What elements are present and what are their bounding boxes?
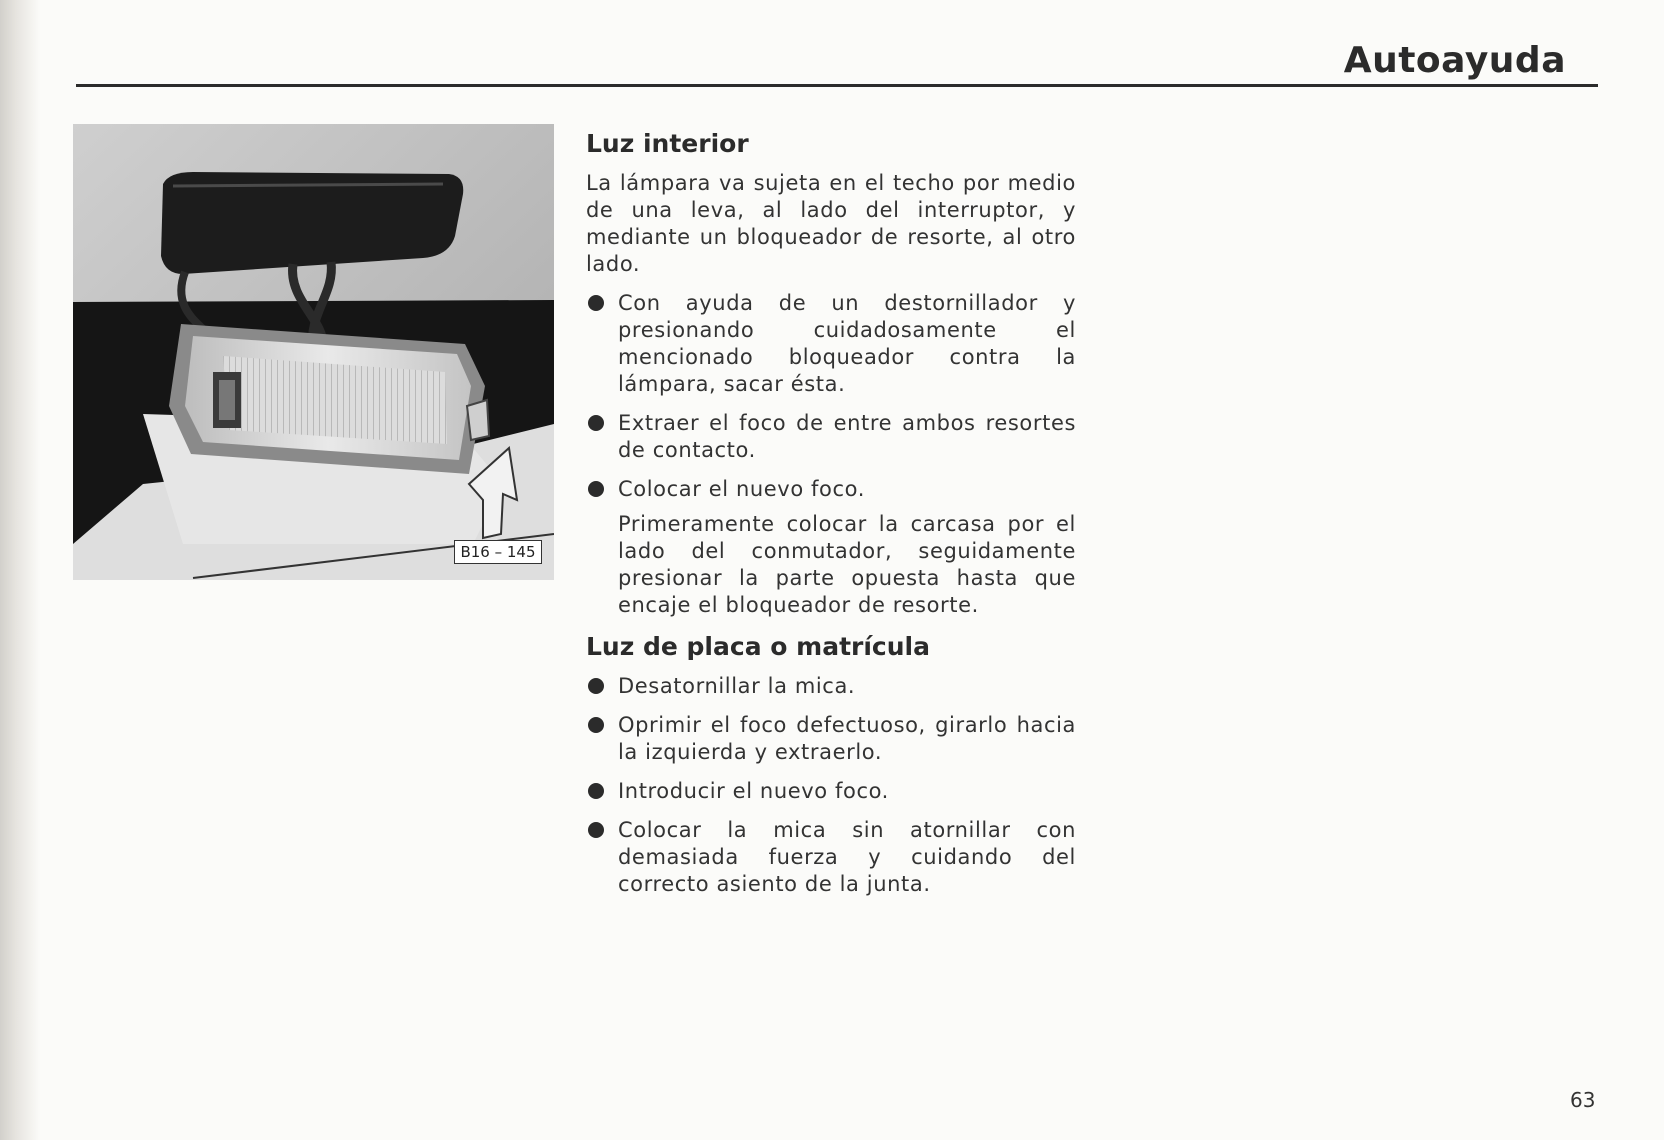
bullet-dot-icon — [588, 678, 604, 694]
list-item — [586, 410, 1076, 464]
list-item — [586, 673, 1076, 700]
list-item-text: Con ayuda de un destornillador y presionando cuidadosamente el mencionado bloqueador contra la lámpara, sacar ésta. — [618, 291, 1076, 396]
list-item — [586, 476, 1076, 503]
list-item — [586, 778, 1076, 805]
header-rule — [76, 84, 1598, 87]
list-item-text: Colocar el nuevo foco. — [618, 477, 865, 501]
section-intro-paragraph: La lámpara va sujeta en el techo por medio de una leva, al lado del interruptor, y mediante un bloqueador de resorte, al otro lado. — [586, 171, 1076, 276]
section-heading-luz-interior: Luz interior — [586, 129, 749, 158]
list-item-text: Colocar la mica sin atornillar con demasiada fuerza y cuidando del correcto asiento de la junta. — [618, 818, 1076, 896]
bullet-dot-icon — [588, 822, 604, 838]
page-gutter-shadow — [0, 0, 40, 1140]
interior-light-photo — [73, 124, 554, 580]
content-column — [586, 128, 1076, 910]
section-heading-luz-placa: Luz de placa o matrícula — [586, 632, 930, 661]
bullet-dot-icon — [588, 717, 604, 733]
bullet-dot-icon — [588, 295, 604, 311]
list-item-text: Extraer el foco de entre ambos resortes de contacto. — [618, 411, 1076, 462]
bullet-dot-icon — [588, 481, 604, 497]
bullet-dot-icon — [588, 783, 604, 799]
bullet-note-paragraph: Primeramente colocar la carcasa por el lado del conmutador, seguidamente presionar la parte opuesta hasta que encaje el bloqueador de resorte. — [618, 512, 1076, 617]
figure-code-label: B16 – 145 — [454, 540, 542, 564]
list-item — [586, 817, 1076, 898]
interior-light-figure — [73, 124, 554, 580]
list-item — [586, 290, 1076, 398]
list-item — [586, 712, 1076, 766]
list-item-text: Desatornillar la mica. — [618, 674, 856, 698]
list-item-text: Introducir el nuevo foco. — [618, 779, 889, 803]
page-number: 63 — [1570, 1088, 1596, 1112]
list-item-text: Oprimir el foco defectuoso, girarlo hacia la izquierda y extraerlo. — [618, 713, 1076, 764]
bullet-dot-icon — [588, 415, 604, 431]
page-title: Autoayuda — [1343, 40, 1566, 81]
